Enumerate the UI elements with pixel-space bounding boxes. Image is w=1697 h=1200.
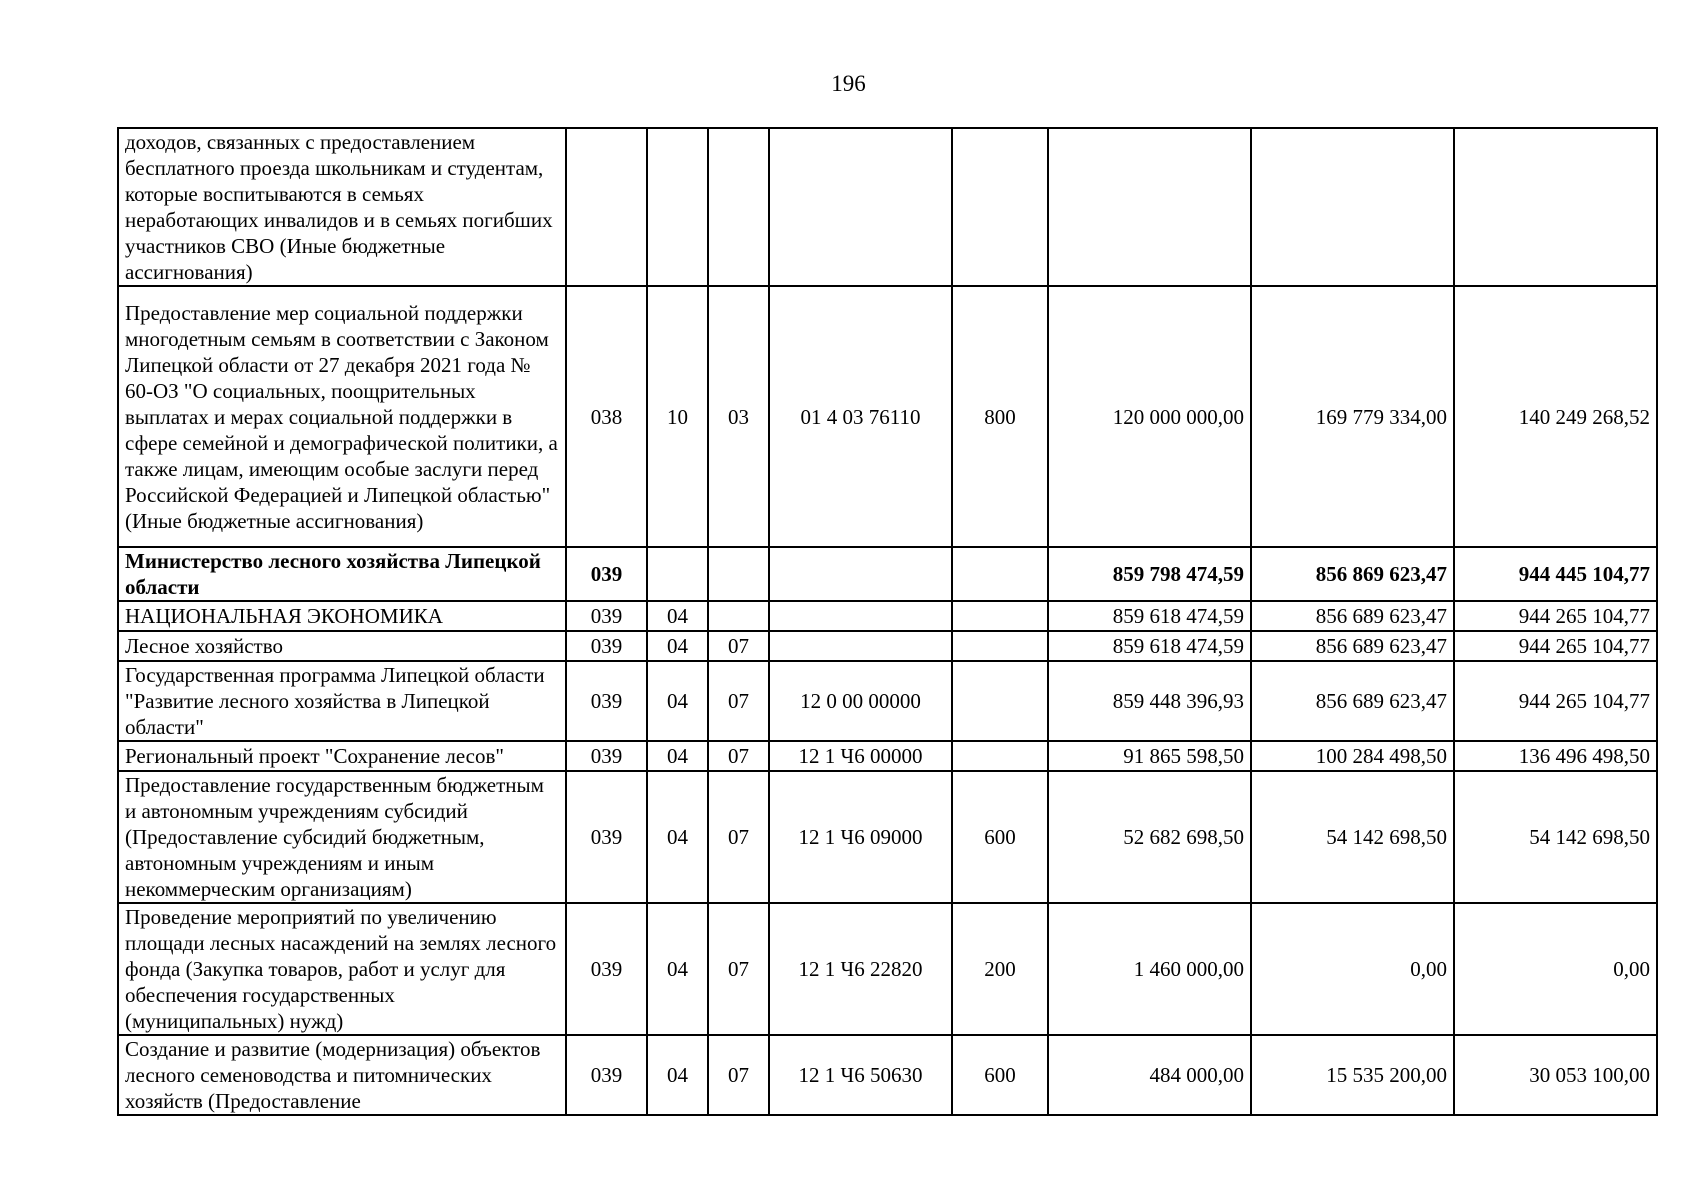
- sum-2: [1251, 128, 1454, 286]
- code-rz: 04: [647, 903, 708, 1035]
- code-rz: 04: [647, 1035, 708, 1115]
- row-name: Предоставление мер социальной поддержки многодетным семьям в соответствии с Законом Липецкой области от 27 декабря 2021 года № 60-ОЗ "О социальных, поощрительных выплатах и мерах социальной поддержки в сфере семейной и демографической политики, а также лицам, имеющим особые заслуги перед Российской Федерацией и Липецкой областью" (Иные бюджетные ассигнования): [118, 286, 566, 547]
- code-pr: 07: [708, 1035, 769, 1115]
- code-rz: 10: [647, 286, 708, 547]
- sum-3: 30 053 100,00: [1454, 1035, 1657, 1115]
- sum-1: 484 000,00: [1048, 1035, 1251, 1115]
- table-row: [118, 547, 1657, 601]
- code-gl: 039: [566, 1035, 647, 1115]
- sum-3: [1454, 128, 1657, 286]
- sum-2: 856 869 623,47: [1251, 547, 1454, 601]
- sum-1: 859 618 474,59: [1048, 631, 1251, 661]
- code-rz: [647, 128, 708, 286]
- row-name: Предоставление государственным бюджетным и автономным учреждениям субсидий (Предоставление субсидий бюджетным, автономным учреждениям и иным некоммерческим организациям): [118, 771, 566, 903]
- code-csr: 12 1 Ч6 22820: [769, 903, 952, 1035]
- row-name: НАЦИОНАЛЬНАЯ ЭКОНОМИКА: [118, 601, 566, 631]
- row-name: Лесное хозяйство: [118, 631, 566, 661]
- sum-3: 140 249 268,52: [1454, 286, 1657, 547]
- sum-2: 100 284 498,50: [1251, 741, 1454, 771]
- code-vr: [952, 601, 1048, 631]
- page-number: 196: [831, 71, 866, 96]
- sum-3: 944 445 104,77: [1454, 547, 1657, 601]
- code-csr: 12 0 00 00000: [769, 661, 952, 741]
- code-vr: 600: [952, 771, 1048, 903]
- table-row: [118, 903, 1657, 1035]
- code-gl: 039: [566, 631, 647, 661]
- code-rz: 04: [647, 601, 708, 631]
- sum-3: 944 265 104,77: [1454, 631, 1657, 661]
- code-gl: 039: [566, 601, 647, 631]
- code-rz: 04: [647, 661, 708, 741]
- sum-2: 856 689 623,47: [1251, 631, 1454, 661]
- code-pr: 07: [708, 741, 769, 771]
- code-csr: 12 1 Ч6 50630: [769, 1035, 952, 1115]
- row-name: Проведение мероприятий по увеличению площади лесных насаждений на землях лесного фонда (Закупка товаров, работ и услуг для обеспечения государственных (муниципальных) нужд): [118, 903, 566, 1035]
- code-pr: [708, 547, 769, 601]
- code-csr: 12 1 Ч6 00000: [769, 741, 952, 771]
- sum-1: [1048, 128, 1251, 286]
- code-pr: 07: [708, 903, 769, 1035]
- sum-1: 91 865 598,50: [1048, 741, 1251, 771]
- code-vr: 600: [952, 1035, 1048, 1115]
- sum-3: 0,00: [1454, 903, 1657, 1035]
- row-name: Региональный проект "Сохранение лесов": [118, 741, 566, 771]
- sum-2: 856 689 623,47: [1251, 661, 1454, 741]
- code-pr: [708, 601, 769, 631]
- row-name: Государственная программа Липецкой области "Развитие лесного хозяйства в Липецкой области": [118, 661, 566, 741]
- code-vr: [952, 631, 1048, 661]
- code-rz: 04: [647, 631, 708, 661]
- sum-1: 859 618 474,59: [1048, 601, 1251, 631]
- code-gl: 039: [566, 741, 647, 771]
- code-pr: 07: [708, 631, 769, 661]
- table-row: [118, 1035, 1657, 1115]
- sum-2: 169 779 334,00: [1251, 286, 1454, 547]
- code-gl: 039: [566, 547, 647, 601]
- sum-2: 856 689 623,47: [1251, 601, 1454, 631]
- sum-1: 859 448 396,93: [1048, 661, 1251, 741]
- code-vr: [952, 661, 1048, 741]
- code-gl: 039: [566, 771, 647, 903]
- sum-1: 120 000 000,00: [1048, 286, 1251, 547]
- code-vr: 200: [952, 903, 1048, 1035]
- code-pr: [708, 128, 769, 286]
- row-name: Создание и развитие (модернизация) объектов лесного семеноводства и питомнических хозяйств (Предоставление: [118, 1035, 566, 1115]
- table-row: [118, 631, 1657, 661]
- code-vr: [952, 547, 1048, 601]
- table-row: [118, 771, 1657, 903]
- code-csr: [769, 631, 952, 661]
- sum-1: 52 682 698,50: [1048, 771, 1251, 903]
- code-csr: 01 4 03 76110: [769, 286, 952, 547]
- row-name: Министерство лесного хозяйства Липецкой области: [118, 547, 566, 601]
- code-csr: 12 1 Ч6 09000: [769, 771, 952, 903]
- code-gl: 039: [566, 661, 647, 741]
- sum-1: 859 798 474,59: [1048, 547, 1251, 601]
- sum-3: 54 142 698,50: [1454, 771, 1657, 903]
- table-row: [118, 286, 1657, 547]
- code-vr: 800: [952, 286, 1048, 547]
- code-gl: [566, 128, 647, 286]
- code-vr: [952, 741, 1048, 771]
- sum-2: 54 142 698,50: [1251, 771, 1454, 903]
- table-row: [118, 601, 1657, 631]
- code-rz: 04: [647, 741, 708, 771]
- code-rz: [647, 547, 708, 601]
- code-pr: 03: [708, 286, 769, 547]
- code-gl: 038: [566, 286, 647, 547]
- sum-3: 944 265 104,77: [1454, 601, 1657, 631]
- sum-2: 15 535 200,00: [1251, 1035, 1454, 1115]
- code-pr: 07: [708, 661, 769, 741]
- code-csr: [769, 128, 952, 286]
- budget-table: [117, 127, 1658, 1116]
- row-name: доходов, связанных с предоставлением бесплатного проезда школьникам и студентам, которые воспитываются в семьях неработающих инвалидов и в семьях погибших участников СВО (Иные бюджетные ассигнования): [118, 128, 566, 286]
- code-csr: [769, 547, 952, 601]
- code-rz: 04: [647, 771, 708, 903]
- table-row: [118, 741, 1657, 771]
- sum-3: 944 265 104,77: [1454, 661, 1657, 741]
- sum-2: 0,00: [1251, 903, 1454, 1035]
- sum-1: 1 460 000,00: [1048, 903, 1251, 1035]
- table-row: [118, 128, 1657, 286]
- sum-3: 136 496 498,50: [1454, 741, 1657, 771]
- table-row: [118, 661, 1657, 741]
- code-vr: [952, 128, 1048, 286]
- code-gl: 039: [566, 903, 647, 1035]
- code-pr: 07: [708, 771, 769, 903]
- code-csr: [769, 601, 952, 631]
